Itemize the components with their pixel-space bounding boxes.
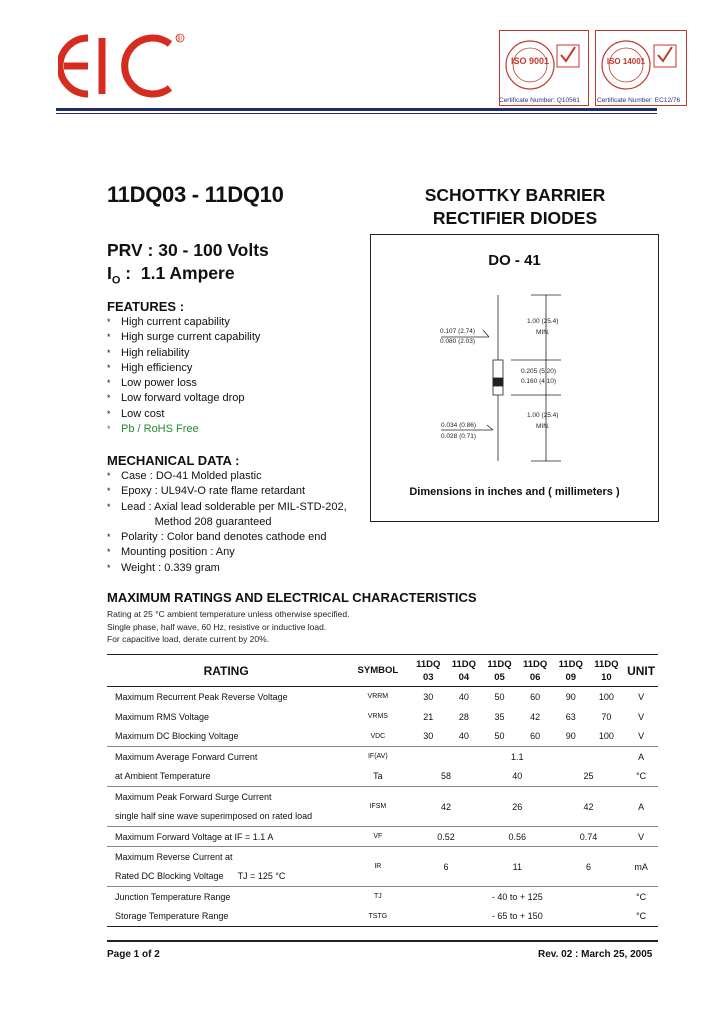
dim-body-len-max: 0.205 (5.20) bbox=[521, 368, 557, 375]
mechanical-list bbox=[107, 469, 347, 576]
list-item: * Low cost bbox=[107, 407, 165, 420]
do41-dimension-drawing bbox=[371, 235, 658, 521]
ratings-table bbox=[107, 654, 658, 927]
dim-min-top: MIN. bbox=[536, 329, 550, 336]
eic-logo bbox=[58, 30, 186, 102]
header-rule bbox=[56, 108, 657, 111]
table-header-row bbox=[107, 655, 658, 687]
list-item: * Polarity : Color band denotes cathode end bbox=[107, 531, 327, 544]
table-row: Maximum RMS Voltage VRMS 21 28 35 42 63 70 V bbox=[115, 711, 645, 722]
dim-body-dia-max: 0.107 (2.74) bbox=[440, 328, 476, 335]
table-row: Rated DC Blocking Voltage TJ = 125 °C bbox=[115, 871, 286, 882]
ratings-heading: MAXIMUM RATINGS AND ELECTRICAL CHARACTERISTICS bbox=[107, 590, 477, 605]
list-item: * High current capability bbox=[107, 316, 230, 328]
dim-body-len-min: 0.160 (4.10) bbox=[521, 378, 557, 385]
col-rating-header: RATING bbox=[203, 663, 249, 678]
iso14001-label: ISO 14001 bbox=[606, 57, 646, 66]
product-title-line2: RECTIFIER DIODES bbox=[432, 208, 598, 228]
features-list bbox=[107, 315, 260, 437]
io-rating: $I_O$ : 1.1 Ampere bbox=[107, 263, 235, 287]
table-row: at Ambient Temperature Ta 58 40 25 °C bbox=[115, 771, 647, 782]
part-number-range: 11DQ03 - 11DQ10 bbox=[107, 182, 284, 207]
list-item: * High surge current capability bbox=[107, 331, 261, 344]
package-outline-box bbox=[370, 234, 659, 522]
dim-lead-len-bot: 1.00 (25.4) bbox=[527, 412, 559, 419]
package-name: DO - 41 bbox=[488, 252, 541, 269]
iso14001-certificate-badge bbox=[595, 30, 687, 106]
table-row: Junction Temperature Range TJ - 40 to + 125 °C bbox=[107, 887, 658, 907]
rating-note: For capacitive load, derate current by 20%. bbox=[107, 634, 270, 644]
list-item: * Mounting position : Any bbox=[107, 546, 235, 559]
features-heading: FEATURES : bbox=[107, 299, 185, 314]
rating-note: Rating at 25 °C ambient temperature unless otherwise specified. bbox=[107, 609, 350, 619]
page-number: Page 1 of 2 bbox=[107, 949, 160, 960]
list-item: * Lead : Axial lead solderable per MIL-STD-202, bbox=[107, 500, 347, 513]
table-row: Maximum Reverse Current at IR 6 11 6 mA bbox=[107, 847, 658, 867]
table-row: Maximum Forward Voltage at IF = 1.1 A VF 0.52 0.56 0.74 V bbox=[107, 827, 658, 847]
col-part-header: 11DQ 03 bbox=[416, 658, 441, 683]
col-unit-header: UNIT bbox=[627, 663, 656, 678]
iso14001-seal-icon bbox=[596, 31, 686, 105]
dim-min-bot: MIN. bbox=[536, 423, 550, 430]
prv-rating: PRV : 30 - 100 Volts bbox=[107, 240, 269, 260]
col-part-header: 11DQ 06 bbox=[522, 658, 548, 683]
table-row: single half sine wave superimposed on rated load bbox=[115, 811, 313, 822]
iso9001-certificate-badge bbox=[499, 30, 589, 106]
table-row: Maximum Average Forward Current IF(AV) 1.1 A bbox=[107, 747, 658, 767]
table-row: Storage Temperature Range TSTG - 65 to + 150 °C bbox=[107, 907, 658, 927]
list-item: Method 208 guaranteed bbox=[121, 515, 272, 528]
iso9001-seal-icon bbox=[500, 31, 588, 105]
list-item: * Case : DO-41 Molded plastic bbox=[107, 470, 262, 482]
dim-lead-dia-min: 0.028 (0.71) bbox=[441, 433, 477, 440]
cert1-number: Certificate Number: Q10561 bbox=[499, 97, 580, 104]
list-item: * High reliability bbox=[107, 346, 190, 359]
dim-body-dia-min: 0.080 (2.03) bbox=[440, 338, 476, 345]
list-item: * Low forward voltage drop bbox=[107, 392, 245, 405]
footer-rule bbox=[107, 940, 658, 942]
col-part-header: 11DQ 04 bbox=[451, 658, 477, 683]
header-rule-thin bbox=[56, 113, 657, 114]
dim-lead-len-top: 1.00 (25.4) bbox=[527, 318, 559, 325]
col-part-header: 11DQ 05 bbox=[487, 658, 512, 683]
list-item: * Epoxy : UL94V-O rate flame retardant bbox=[107, 485, 306, 498]
col-part-header: 11DQ 09 bbox=[558, 658, 583, 683]
dim-lead-dia-max: 0.034 (0.86) bbox=[441, 422, 477, 429]
list-item: * Pb / RoHS Free bbox=[107, 423, 199, 436]
registered-mark: ® bbox=[176, 34, 182, 43]
table-row: Maximum Peak Forward Surge Current IFSM 42 26 42 A bbox=[107, 787, 658, 807]
iso9001-label: ISO 9001 bbox=[510, 56, 550, 66]
list-item: * High efficiency bbox=[107, 361, 193, 374]
dimension-caption: Dimensions in inches and ( millimeters ) bbox=[409, 486, 620, 498]
table-row: Maximum Recurrent Peak Reverse Voltage VRRM 30 40 50 60 90 100 V bbox=[115, 691, 645, 702]
revision-date: Rev. 02 : March 25, 2005 bbox=[538, 949, 653, 960]
list-item: * Low power loss bbox=[107, 377, 197, 390]
cert2-number: Certificate Number: EC12/76 bbox=[597, 97, 681, 104]
product-title-line1: SCHOTTKY BARRIER bbox=[424, 185, 606, 205]
col-symbol-header: SYMBOL bbox=[357, 665, 399, 676]
mechanical-heading: MECHANICAL DATA : bbox=[107, 453, 240, 468]
list-item: * Weight : 0.339 gram bbox=[107, 561, 220, 574]
col-part-header: 11DQ 10 bbox=[594, 658, 619, 683]
rating-note: Single phase, half wave, 60 Hz, resistive or inductive load. bbox=[107, 622, 327, 632]
table-row: Maximum DC Blocking Voltage VDC 30 40 50 60 90 100 V bbox=[115, 731, 645, 742]
